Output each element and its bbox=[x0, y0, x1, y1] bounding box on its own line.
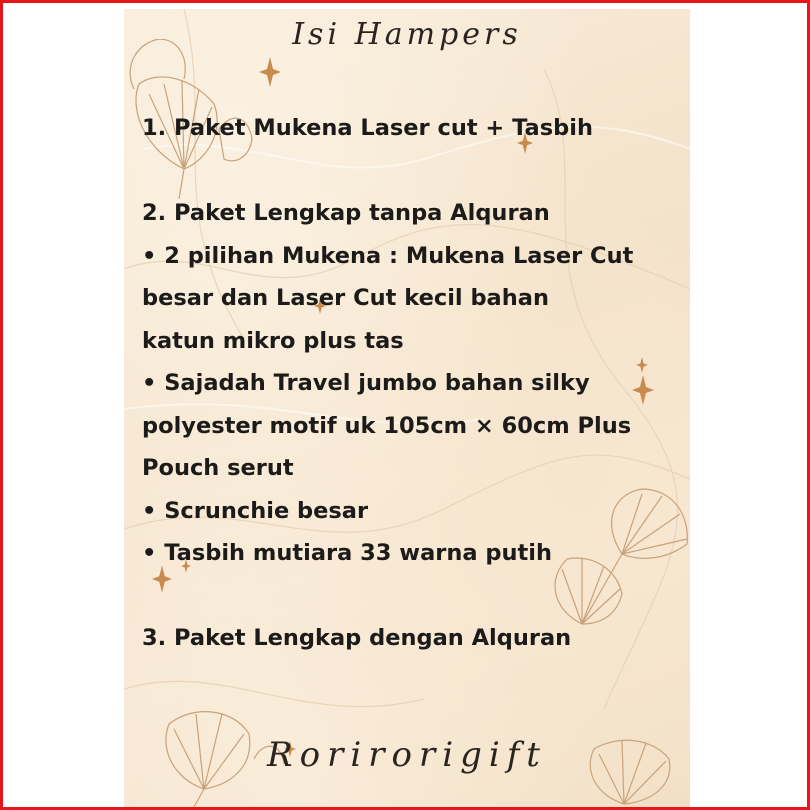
list-item: polyester motif uk 105cm × 60cm Plus bbox=[142, 412, 632, 439]
hampers-poster bbox=[124, 9, 690, 807]
list-item: Pouch serut bbox=[142, 455, 294, 481]
list-item: besar dan Laser Cut kecil bahan bbox=[142, 285, 549, 311]
spacer bbox=[142, 150, 687, 193]
list-item: 1. Paket Mukena Laser cut + Tasbih bbox=[142, 115, 593, 141]
list-item: • Sajadah Travel jumbo bahan silky bbox=[142, 370, 590, 396]
spacer bbox=[142, 575, 687, 618]
poster-title: Isi Hampers bbox=[292, 17, 522, 52]
brand-signature: Rorirorigift bbox=[267, 735, 547, 775]
list-item: 2. Paket Lengkap tanpa Alquran bbox=[142, 200, 550, 226]
sparkle-icon bbox=[259, 57, 281, 87]
list-item: • Scrunchie besar bbox=[142, 497, 369, 524]
list-item: 3. Paket Lengkap dengan Alquran bbox=[142, 625, 572, 651]
list-item: katun mikro plus tas bbox=[142, 327, 404, 354]
package-list bbox=[142, 107, 687, 660]
list-item: • Tasbih mutiara 33 warna putih bbox=[142, 540, 552, 566]
list-item: • 2 pilihan Mukena : Mukena Laser Cut bbox=[142, 242, 634, 269]
